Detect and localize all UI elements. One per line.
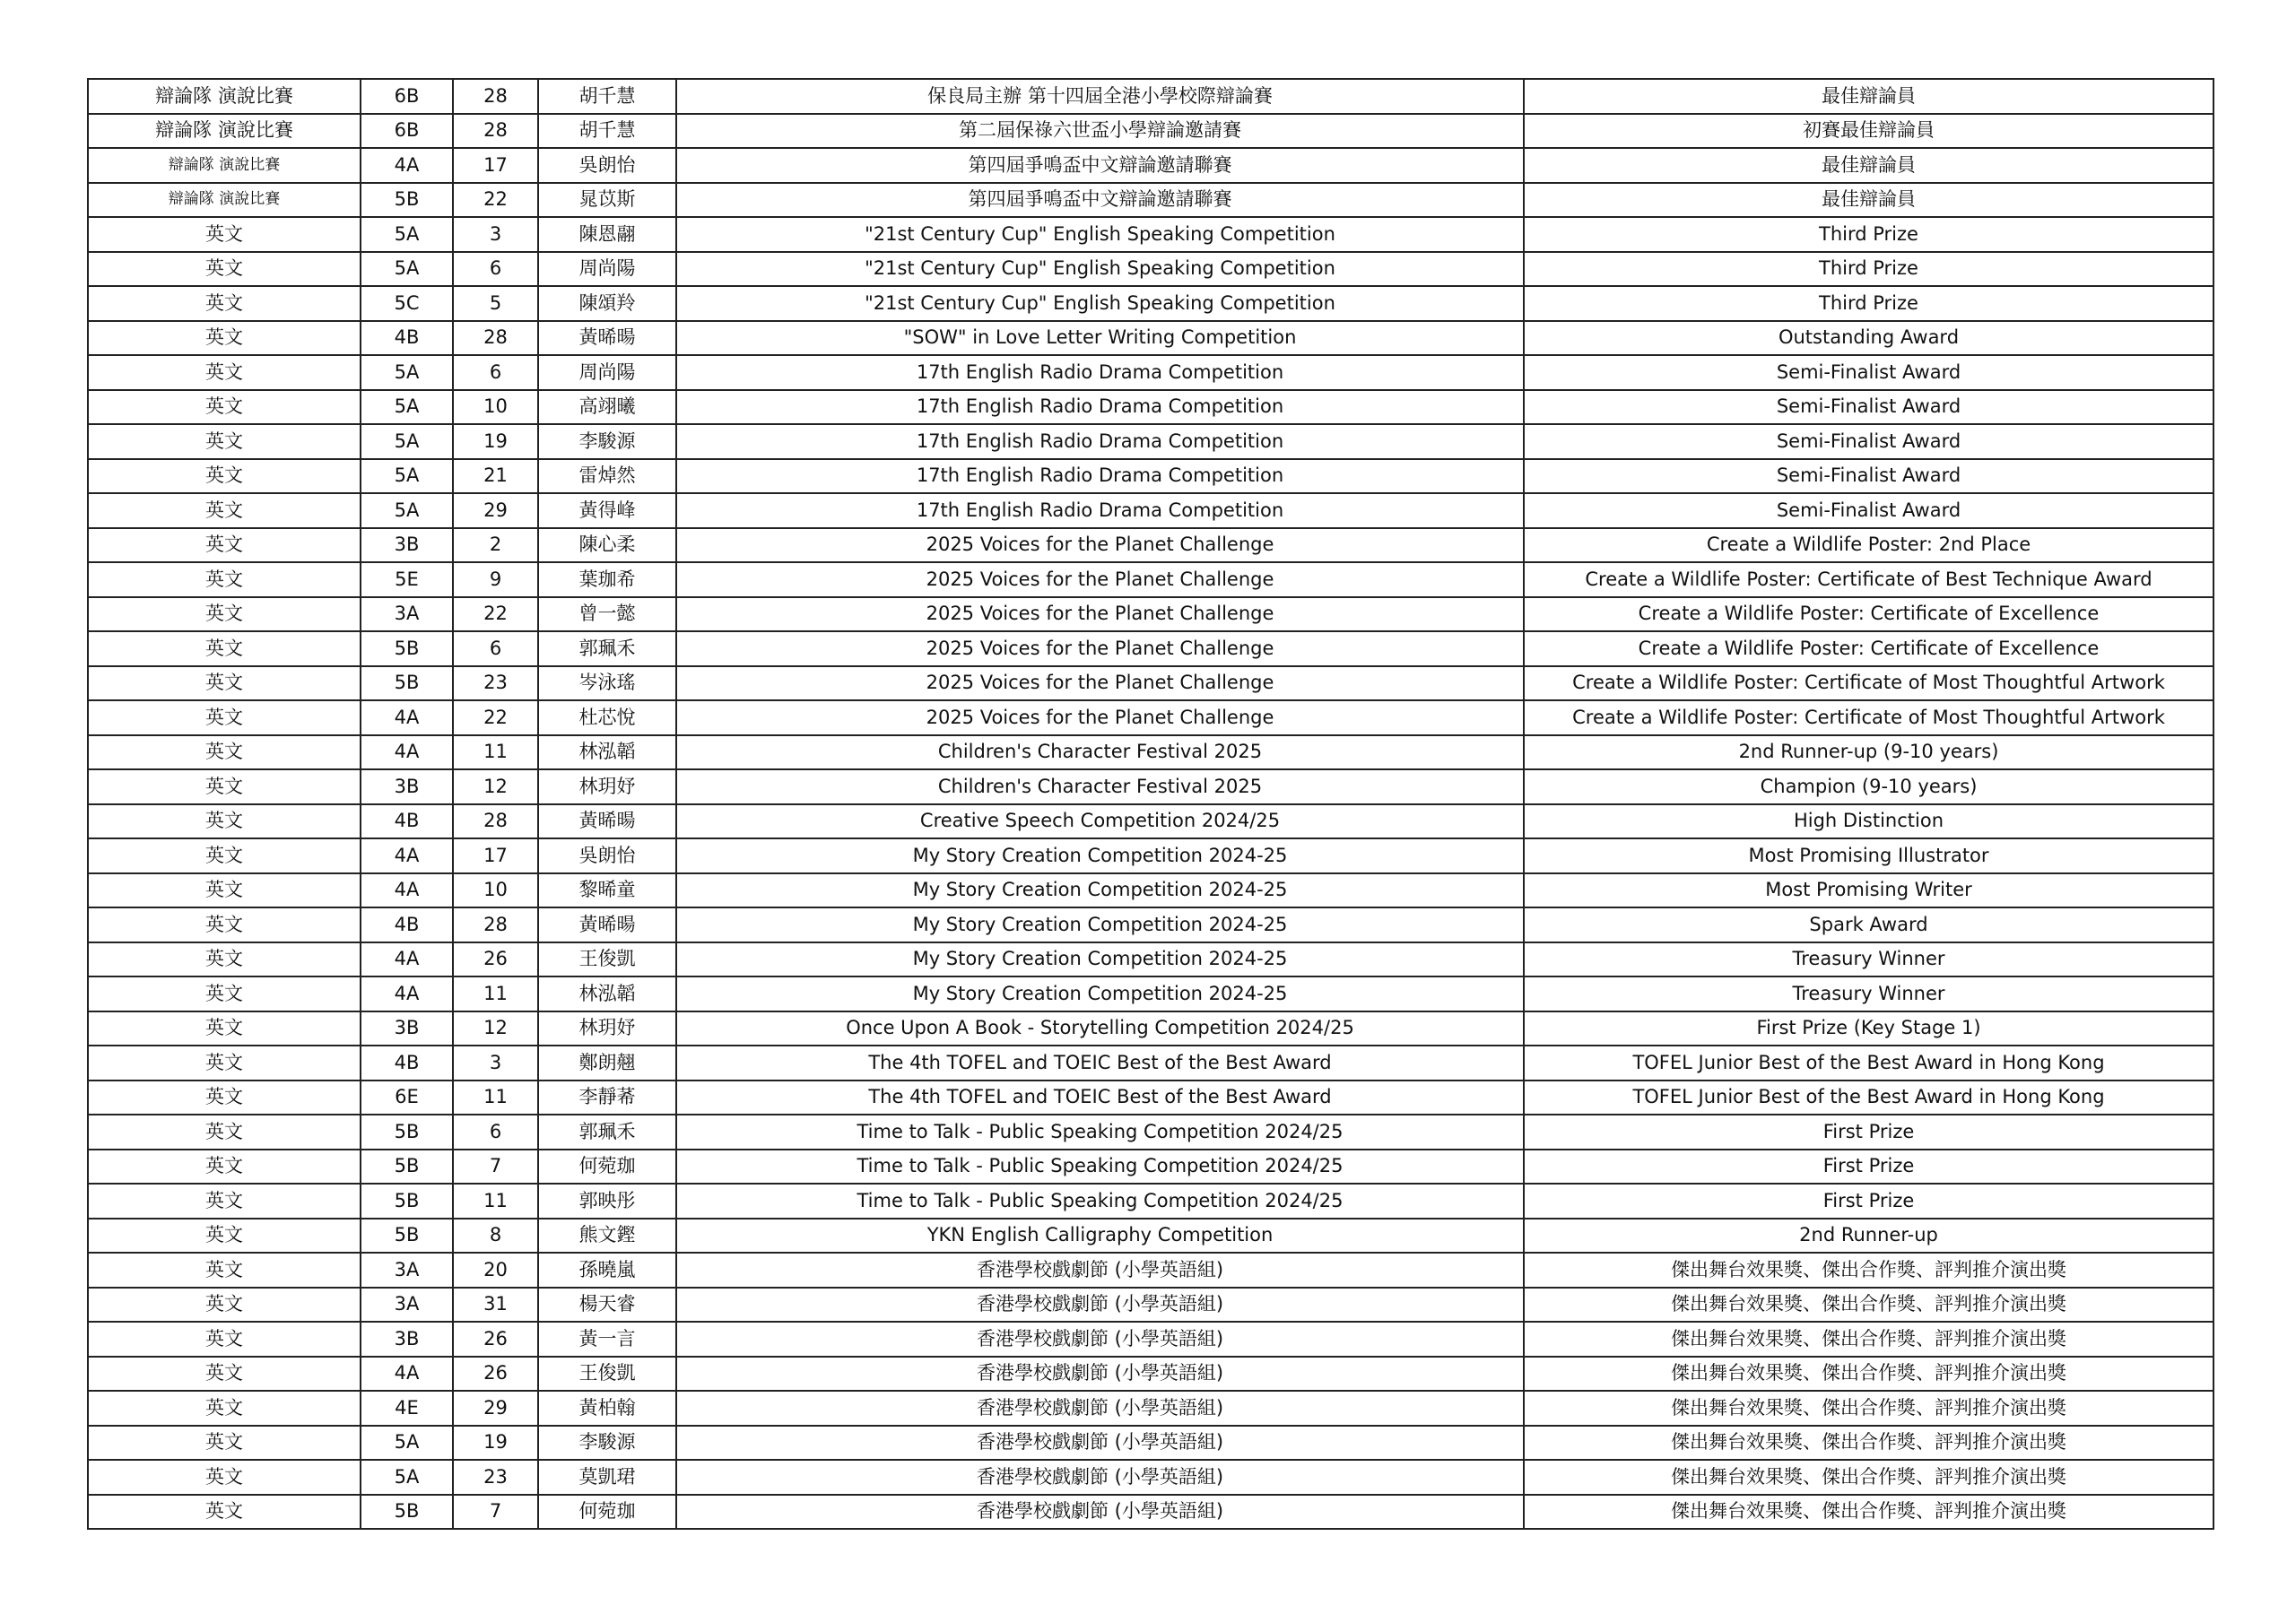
award-cell: 傑出舞台效果獎、傑出合作獎、評判推介演出獎 bbox=[1524, 1426, 2213, 1461]
award-cell: Create a Wildlife Poster: Certificate of Excellence bbox=[1524, 597, 2213, 632]
competition-cell: Once Upon A Book - Storytelling Competition 2024/25 bbox=[676, 1011, 1524, 1046]
competition-cell: 2025 Voices for the Planet Challenge bbox=[676, 528, 1524, 563]
category-cell: 英文 bbox=[88, 735, 361, 770]
competition-cell: My Story Creation Competition 2024-25 bbox=[676, 838, 1524, 873]
student-number-cell: 9 bbox=[453, 562, 538, 597]
competition-cell: "21st Century Cup" English Speaking Competition bbox=[676, 217, 1524, 252]
category-cell: 英文 bbox=[88, 1046, 361, 1081]
category-cell: 英文 bbox=[88, 1115, 361, 1150]
class-cell: 3B bbox=[361, 1322, 453, 1357]
table-row bbox=[88, 528, 2213, 563]
category-cell: 英文 bbox=[88, 1426, 361, 1461]
category-cell: 英文 bbox=[88, 424, 361, 459]
student-name-cell: 郭珮禾 bbox=[538, 631, 676, 666]
award-cell: TOFEL Junior Best of the Best Award in Hong Kong bbox=[1524, 1046, 2213, 1081]
award-cell: Most Promising Illustrator bbox=[1524, 838, 2213, 873]
category-cell: 英文 bbox=[88, 1460, 361, 1495]
class-cell: 5B bbox=[361, 1184, 453, 1219]
student-number-cell: 26 bbox=[453, 1322, 538, 1357]
award-cell: 傑出舞台效果獎、傑出合作獎、評判推介演出獎 bbox=[1524, 1253, 2213, 1288]
competition-cell: 第四屆爭鳴盃中文辯論邀請聯賽 bbox=[676, 183, 1524, 218]
table-row bbox=[88, 976, 2213, 1011]
table-row bbox=[88, 114, 2213, 149]
competition-cell: 17th English Radio Drama Competition bbox=[676, 424, 1524, 459]
student-name-cell: 林玥妤 bbox=[538, 1011, 676, 1046]
table-row bbox=[88, 1184, 2213, 1219]
student-name-cell: 黎晞童 bbox=[538, 873, 676, 908]
student-name-cell: 王俊凱 bbox=[538, 942, 676, 977]
competition-cell: 17th English Radio Drama Competition bbox=[676, 355, 1524, 390]
award-cell: 2nd Runner-up bbox=[1524, 1219, 2213, 1254]
category-cell: 英文 bbox=[88, 631, 361, 666]
award-cell: Third Prize bbox=[1524, 252, 2213, 287]
award-cell: 2nd Runner-up (9-10 years) bbox=[1524, 735, 2213, 770]
table-row bbox=[88, 907, 2213, 942]
student-name-cell: 陳心柔 bbox=[538, 528, 676, 563]
student-number-cell: 28 bbox=[453, 907, 538, 942]
student-number-cell: 23 bbox=[453, 666, 538, 701]
class-cell: 4A bbox=[361, 700, 453, 735]
student-number-cell: 8 bbox=[453, 1219, 538, 1254]
table-row bbox=[88, 1357, 2213, 1392]
category-cell: 英文 bbox=[88, 1288, 361, 1323]
table-row bbox=[88, 1460, 2213, 1495]
competition-cell: 香港學校戲劇節 (小學英語組) bbox=[676, 1460, 1524, 1495]
student-number-cell: 10 bbox=[453, 390, 538, 425]
table-row bbox=[88, 183, 2213, 218]
competition-cell: 2025 Voices for the Planet Challenge bbox=[676, 562, 1524, 597]
category-cell: 辯論隊 演說比賽 bbox=[88, 114, 361, 149]
class-cell: 4A bbox=[361, 1357, 453, 1392]
class-cell: 5B bbox=[361, 1219, 453, 1254]
category-cell: 英文 bbox=[88, 666, 361, 701]
competition-cell: 香港學校戲劇節 (小學英語組) bbox=[676, 1391, 1524, 1426]
class-cell: 5C bbox=[361, 286, 453, 321]
award-cell: 傑出舞台效果獎、傑出合作獎、評判推介演出獎 bbox=[1524, 1391, 2213, 1426]
table-row bbox=[88, 355, 2213, 390]
class-cell: 4E bbox=[361, 1391, 453, 1426]
class-cell: 5A bbox=[361, 1460, 453, 1495]
competition-cell: The 4th TOFEL and TOEIC Best of the Best Award bbox=[676, 1081, 1524, 1115]
table-row bbox=[88, 217, 2213, 252]
award-cell: 傑出舞台效果獎、傑出合作獎、評判推介演出獎 bbox=[1524, 1357, 2213, 1392]
competition-cell: My Story Creation Competition 2024-25 bbox=[676, 907, 1524, 942]
class-cell: 5A bbox=[361, 252, 453, 287]
category-cell: 英文 bbox=[88, 321, 361, 356]
class-cell: 5A bbox=[361, 1426, 453, 1461]
class-cell: 5A bbox=[361, 355, 453, 390]
table-row bbox=[88, 424, 2213, 459]
competition-cell: 第二屆保祿六世盃小學辯論邀請賽 bbox=[676, 114, 1524, 149]
competition-cell: YKN English Calligraphy Competition bbox=[676, 1219, 1524, 1254]
competition-cell: 2025 Voices for the Planet Challenge bbox=[676, 700, 1524, 735]
category-cell: 英文 bbox=[88, 769, 361, 804]
table-row bbox=[88, 1322, 2213, 1357]
table-row bbox=[88, 873, 2213, 908]
competition-cell: 第四屆爭鳴盃中文辯論邀請聯賽 bbox=[676, 148, 1524, 183]
student-name-cell: 葉珈希 bbox=[538, 562, 676, 597]
student-number-cell: 28 bbox=[453, 114, 538, 149]
table-row bbox=[88, 1150, 2213, 1185]
award-cell: Spark Award bbox=[1524, 907, 2213, 942]
student-number-cell: 19 bbox=[453, 1426, 538, 1461]
category-cell: 英文 bbox=[88, 838, 361, 873]
award-cell: 最佳辯論員 bbox=[1524, 79, 2213, 114]
award-cell: Semi-Finalist Award bbox=[1524, 459, 2213, 494]
table-row bbox=[88, 1495, 2213, 1530]
class-cell: 5A bbox=[361, 390, 453, 425]
student-number-cell: 2 bbox=[453, 528, 538, 563]
class-cell: 6B bbox=[361, 114, 453, 149]
student-number-cell: 6 bbox=[453, 631, 538, 666]
student-name-cell: 黃一言 bbox=[538, 1322, 676, 1357]
table-row bbox=[88, 1046, 2213, 1081]
competition-cell: My Story Creation Competition 2024-25 bbox=[676, 942, 1524, 977]
student-number-cell: 6 bbox=[453, 1115, 538, 1150]
class-cell: 5B bbox=[361, 1150, 453, 1185]
table-row bbox=[88, 769, 2213, 804]
student-number-cell: 11 bbox=[453, 1184, 538, 1219]
category-cell: 英文 bbox=[88, 1150, 361, 1185]
category-cell: 辯論隊 演說比賽 bbox=[88, 148, 361, 183]
award-cell: TOFEL Junior Best of the Best Award in Hong Kong bbox=[1524, 1081, 2213, 1115]
class-cell: 5B bbox=[361, 1495, 453, 1530]
student-name-cell: 黃晞暘 bbox=[538, 804, 676, 839]
student-number-cell: 11 bbox=[453, 1081, 538, 1115]
competition-cell: 香港學校戲劇節 (小學英語組) bbox=[676, 1253, 1524, 1288]
award-cell: Outstanding Award bbox=[1524, 321, 2213, 356]
category-cell: 英文 bbox=[88, 873, 361, 908]
student-number-cell: 3 bbox=[453, 217, 538, 252]
award-table-body bbox=[88, 79, 2213, 1529]
student-number-cell: 3 bbox=[453, 1046, 538, 1081]
student-number-cell: 11 bbox=[453, 976, 538, 1011]
student-name-cell: 岑泳瑤 bbox=[538, 666, 676, 701]
category-cell: 英文 bbox=[88, 1322, 361, 1357]
award-cell: Champion (9-10 years) bbox=[1524, 769, 2213, 804]
student-name-cell: 黃晞暘 bbox=[538, 321, 676, 356]
student-name-cell: 鄭朗翹 bbox=[538, 1046, 676, 1081]
category-cell: 英文 bbox=[88, 804, 361, 839]
student-number-cell: 17 bbox=[453, 148, 538, 183]
award-cell: Semi-Finalist Award bbox=[1524, 493, 2213, 528]
competition-cell: 香港學校戲劇節 (小學英語組) bbox=[676, 1288, 1524, 1323]
award-cell: Third Prize bbox=[1524, 217, 2213, 252]
competition-cell: 香港學校戲劇節 (小學英語組) bbox=[676, 1495, 1524, 1530]
competition-cell: 香港學校戲劇節 (小學英語組) bbox=[676, 1322, 1524, 1357]
student-number-cell: 6 bbox=[453, 355, 538, 390]
class-cell: 4A bbox=[361, 873, 453, 908]
table-row bbox=[88, 666, 2213, 701]
student-name-cell: 楊天睿 bbox=[538, 1288, 676, 1323]
class-cell: 5A bbox=[361, 493, 453, 528]
category-cell: 英文 bbox=[88, 700, 361, 735]
student-name-cell: 胡千慧 bbox=[538, 114, 676, 149]
award-cell: 初賽最佳辯論員 bbox=[1524, 114, 2213, 149]
competition-cell: 2025 Voices for the Planet Challenge bbox=[676, 666, 1524, 701]
award-cell: 傑出舞台效果獎、傑出合作獎、評判推介演出獎 bbox=[1524, 1322, 2213, 1357]
award-cell: Create a Wildlife Poster: Certificate of Excellence bbox=[1524, 631, 2213, 666]
table-row bbox=[88, 1426, 2213, 1461]
table-row bbox=[88, 942, 2213, 977]
award-cell: First Prize bbox=[1524, 1184, 2213, 1219]
table-row bbox=[88, 597, 2213, 632]
table-row bbox=[88, 735, 2213, 770]
competition-cell: "21st Century Cup" English Speaking Competition bbox=[676, 286, 1524, 321]
table-row bbox=[88, 1081, 2213, 1115]
category-cell: 英文 bbox=[88, 1184, 361, 1219]
class-cell: 6E bbox=[361, 1081, 453, 1115]
competition-cell: Children's Character Festival 2025 bbox=[676, 769, 1524, 804]
competition-cell: "21st Century Cup" English Speaking Competition bbox=[676, 252, 1524, 287]
student-name-cell: 何菀珈 bbox=[538, 1495, 676, 1530]
award-cell: Third Prize bbox=[1524, 286, 2213, 321]
student-number-cell: 12 bbox=[453, 769, 538, 804]
table-row bbox=[88, 804, 2213, 839]
category-cell: 辯論隊 演說比賽 bbox=[88, 183, 361, 218]
student-number-cell: 11 bbox=[453, 735, 538, 770]
table-row bbox=[88, 286, 2213, 321]
class-cell: 3B bbox=[361, 1011, 453, 1046]
student-name-cell: 胡千慧 bbox=[538, 79, 676, 114]
class-cell: 4A bbox=[361, 148, 453, 183]
student-name-cell: 周尚陽 bbox=[538, 355, 676, 390]
class-cell: 4B bbox=[361, 1046, 453, 1081]
category-cell: 辯論隊 演說比賽 bbox=[88, 79, 361, 114]
category-cell: 英文 bbox=[88, 1011, 361, 1046]
category-cell: 英文 bbox=[88, 942, 361, 977]
category-cell: 英文 bbox=[88, 493, 361, 528]
category-cell: 英文 bbox=[88, 286, 361, 321]
award-cell: Create a Wildlife Poster: 2nd Place bbox=[1524, 528, 2213, 563]
student-name-cell: 孫曉嵐 bbox=[538, 1253, 676, 1288]
competition-cell: Creative Speech Competition 2024/25 bbox=[676, 804, 1524, 839]
category-cell: 英文 bbox=[88, 459, 361, 494]
award-cell: Semi-Finalist Award bbox=[1524, 390, 2213, 425]
student-number-cell: 28 bbox=[453, 79, 538, 114]
student-name-cell: 林泓韜 bbox=[538, 735, 676, 770]
student-name-cell: 晁苡斯 bbox=[538, 183, 676, 218]
competition-cell: Time to Talk - Public Speaking Competition 2024/25 bbox=[676, 1150, 1524, 1185]
award-cell: First Prize bbox=[1524, 1115, 2213, 1150]
class-cell: 5B bbox=[361, 1115, 453, 1150]
class-cell: 5A bbox=[361, 459, 453, 494]
award-cell: 傑出舞台效果獎、傑出合作獎、評判推介演出獎 bbox=[1524, 1288, 2213, 1323]
class-cell: 5B bbox=[361, 666, 453, 701]
competition-cell: Time to Talk - Public Speaking Competition 2024/25 bbox=[676, 1115, 1524, 1150]
table-row bbox=[88, 252, 2213, 287]
class-cell: 4A bbox=[361, 838, 453, 873]
class-cell: 5B bbox=[361, 183, 453, 218]
category-cell: 英文 bbox=[88, 355, 361, 390]
class-cell: 3B bbox=[361, 528, 453, 563]
student-name-cell: 熊文鏗 bbox=[538, 1219, 676, 1254]
class-cell: 4B bbox=[361, 804, 453, 839]
table-row bbox=[88, 79, 2213, 114]
award-cell: First Prize (Key Stage 1) bbox=[1524, 1011, 2213, 1046]
award-table bbox=[87, 78, 2214, 1530]
class-cell: 3A bbox=[361, 1253, 453, 1288]
class-cell: 4A bbox=[361, 735, 453, 770]
student-name-cell: 李靜莃 bbox=[538, 1081, 676, 1115]
award-cell: Most Promising Writer bbox=[1524, 873, 2213, 908]
student-number-cell: 22 bbox=[453, 700, 538, 735]
competition-cell: 保良局主辦 第十四屆全港小學校際辯論賽 bbox=[676, 79, 1524, 114]
student-number-cell: 26 bbox=[453, 1357, 538, 1392]
award-cell: 傑出舞台效果獎、傑出合作獎、評判推介演出獎 bbox=[1524, 1460, 2213, 1495]
student-number-cell: 22 bbox=[453, 183, 538, 218]
class-cell: 4B bbox=[361, 907, 453, 942]
class-cell: 3B bbox=[361, 769, 453, 804]
student-name-cell: 吳朗怡 bbox=[538, 148, 676, 183]
student-name-cell: 周尚陽 bbox=[538, 252, 676, 287]
award-cell: 傑出舞台效果獎、傑出合作獎、評判推介演出獎 bbox=[1524, 1495, 2213, 1530]
competition-cell: My Story Creation Competition 2024-25 bbox=[676, 976, 1524, 1011]
student-number-cell: 31 bbox=[453, 1288, 538, 1323]
student-name-cell: 王俊凱 bbox=[538, 1357, 676, 1392]
competition-cell: 17th English Radio Drama Competition bbox=[676, 459, 1524, 494]
award-cell: Create a Wildlife Poster: Certificate of Best Technique Award bbox=[1524, 562, 2213, 597]
competition-cell: Children's Character Festival 2025 bbox=[676, 735, 1524, 770]
competition-cell: 17th English Radio Drama Competition bbox=[676, 390, 1524, 425]
student-number-cell: 23 bbox=[453, 1460, 538, 1495]
competition-cell: Time to Talk - Public Speaking Competition 2024/25 bbox=[676, 1184, 1524, 1219]
student-name-cell: 黃柏翰 bbox=[538, 1391, 676, 1426]
table-row bbox=[88, 1288, 2213, 1323]
award-cell: Semi-Finalist Award bbox=[1524, 355, 2213, 390]
table-row bbox=[88, 700, 2213, 735]
student-name-cell: 黃晞暘 bbox=[538, 907, 676, 942]
student-name-cell: 郭珮禾 bbox=[538, 1115, 676, 1150]
award-cell: Create a Wildlife Poster: Certificate of Most Thoughtful Artwork bbox=[1524, 700, 2213, 735]
student-name-cell: 李駿源 bbox=[538, 1426, 676, 1461]
category-cell: 英文 bbox=[88, 976, 361, 1011]
category-cell: 英文 bbox=[88, 1253, 361, 1288]
table-row bbox=[88, 493, 2213, 528]
student-number-cell: 26 bbox=[453, 942, 538, 977]
table-row bbox=[88, 1219, 2213, 1254]
student-name-cell: 陳恩翮 bbox=[538, 217, 676, 252]
table-row bbox=[88, 631, 2213, 666]
student-number-cell: 21 bbox=[453, 459, 538, 494]
student-number-cell: 20 bbox=[453, 1253, 538, 1288]
award-cell: Treasury Winner bbox=[1524, 942, 2213, 977]
student-name-cell: 雷焯然 bbox=[538, 459, 676, 494]
student-number-cell: 12 bbox=[453, 1011, 538, 1046]
category-cell: 英文 bbox=[88, 1081, 361, 1115]
award-cell: First Prize bbox=[1524, 1150, 2213, 1185]
table-row bbox=[88, 459, 2213, 494]
competition-cell: 2025 Voices for the Planet Challenge bbox=[676, 597, 1524, 632]
table-row bbox=[88, 562, 2213, 597]
table-row bbox=[88, 838, 2213, 873]
category-cell: 英文 bbox=[88, 1495, 361, 1530]
category-cell: 英文 bbox=[88, 562, 361, 597]
student-name-cell: 吳朗怡 bbox=[538, 838, 676, 873]
student-name-cell: 莫凱珺 bbox=[538, 1460, 676, 1495]
student-name-cell: 李駿源 bbox=[538, 424, 676, 459]
table-row bbox=[88, 1391, 2213, 1426]
award-cell: Create a Wildlife Poster: Certificate of Most Thoughtful Artwork bbox=[1524, 666, 2213, 701]
competition-cell: 17th English Radio Drama Competition bbox=[676, 493, 1524, 528]
table-row bbox=[88, 321, 2213, 356]
category-cell: 英文 bbox=[88, 907, 361, 942]
student-name-cell: 林玥妤 bbox=[538, 769, 676, 804]
class-cell: 5A bbox=[361, 217, 453, 252]
student-number-cell: 6 bbox=[453, 252, 538, 287]
student-number-cell: 19 bbox=[453, 424, 538, 459]
award-cell: 最佳辯論員 bbox=[1524, 148, 2213, 183]
competition-cell: My Story Creation Competition 2024-25 bbox=[676, 873, 1524, 908]
student-number-cell: 29 bbox=[453, 1391, 538, 1426]
competition-cell: 香港學校戲劇節 (小學英語組) bbox=[676, 1357, 1524, 1392]
category-cell: 英文 bbox=[88, 597, 361, 632]
student-number-cell: 22 bbox=[453, 597, 538, 632]
award-cell: High Distinction bbox=[1524, 804, 2213, 839]
class-cell: 4B bbox=[361, 321, 453, 356]
student-number-cell: 10 bbox=[453, 873, 538, 908]
class-cell: 3A bbox=[361, 597, 453, 632]
class-cell: 5B bbox=[361, 631, 453, 666]
competition-cell: 2025 Voices for the Planet Challenge bbox=[676, 631, 1524, 666]
student-number-cell: 7 bbox=[453, 1495, 538, 1530]
student-name-cell: 高翊曦 bbox=[538, 390, 676, 425]
category-cell: 英文 bbox=[88, 1391, 361, 1426]
student-name-cell: 何菀珈 bbox=[538, 1150, 676, 1185]
class-cell: 6B bbox=[361, 79, 453, 114]
competition-cell: The 4th TOFEL and TOEIC Best of the Best Award bbox=[676, 1046, 1524, 1081]
student-name-cell: 郭映彤 bbox=[538, 1184, 676, 1219]
student-number-cell: 28 bbox=[453, 804, 538, 839]
category-cell: 英文 bbox=[88, 1219, 361, 1254]
student-number-cell: 29 bbox=[453, 493, 538, 528]
student-name-cell: 陳頌羚 bbox=[538, 286, 676, 321]
competition-cell: 香港學校戲劇節 (小學英語組) bbox=[676, 1426, 1524, 1461]
category-cell: 英文 bbox=[88, 1357, 361, 1392]
student-number-cell: 28 bbox=[453, 321, 538, 356]
category-cell: 英文 bbox=[88, 252, 361, 287]
category-cell: 英文 bbox=[88, 528, 361, 563]
student-name-cell: 杜芯悅 bbox=[538, 700, 676, 735]
class-cell: 4A bbox=[361, 942, 453, 977]
class-cell: 5A bbox=[361, 424, 453, 459]
table-row bbox=[88, 1011, 2213, 1046]
student-name-cell: 黃得峰 bbox=[538, 493, 676, 528]
student-number-cell: 17 bbox=[453, 838, 538, 873]
table-row bbox=[88, 148, 2213, 183]
award-cell: Treasury Winner bbox=[1524, 976, 2213, 1011]
student-name-cell: 曾一懿 bbox=[538, 597, 676, 632]
class-cell: 3A bbox=[361, 1288, 453, 1323]
class-cell: 5E bbox=[361, 562, 453, 597]
category-cell: 英文 bbox=[88, 217, 361, 252]
category-cell: 英文 bbox=[88, 390, 361, 425]
table-row bbox=[88, 390, 2213, 425]
table-row bbox=[88, 1115, 2213, 1150]
student-number-cell: 7 bbox=[453, 1150, 538, 1185]
competition-cell: "SOW" in Love Letter Writing Competition bbox=[676, 321, 1524, 356]
award-cell: 最佳辯論員 bbox=[1524, 183, 2213, 218]
student-number-cell: 5 bbox=[453, 286, 538, 321]
class-cell: 4A bbox=[361, 976, 453, 1011]
student-name-cell: 林泓韜 bbox=[538, 976, 676, 1011]
award-cell: Semi-Finalist Award bbox=[1524, 424, 2213, 459]
table-row bbox=[88, 1253, 2213, 1288]
